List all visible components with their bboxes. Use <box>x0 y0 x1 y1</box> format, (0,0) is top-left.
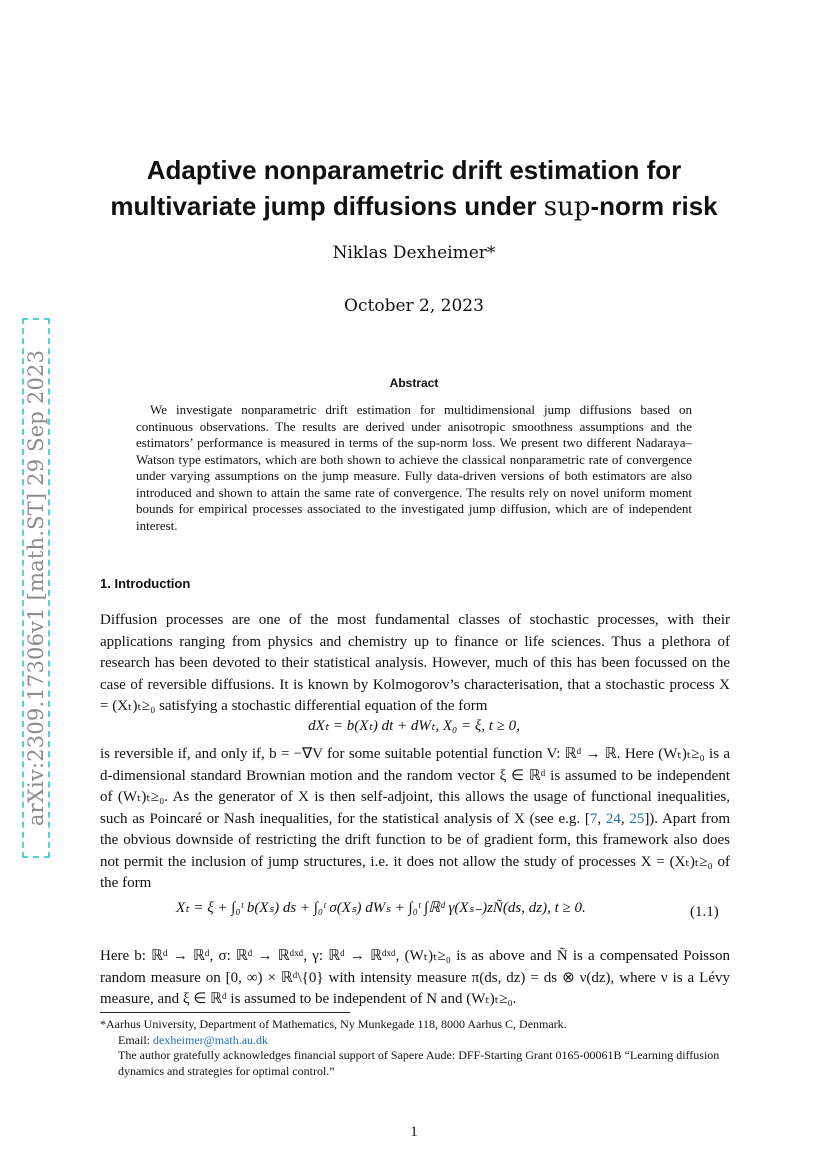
footnote-affiliation: *Aarhus University, Department of Mathematics, Ny Munkegade 118, 8000 Aarhus C, Denmark. <box>100 1017 567 1031</box>
footnote-email-line <box>100 1033 730 1049</box>
equation-jump-diffusion: Xₜ = ξ + ∫₀ᵗ b(Xₛ) ds + ∫₀ᵗ σ(Xₛ) dWₛ + ∫₀ᵗ ∫ℝᵈ γ(Xₛ₋)zÑ(ds, dz), t ≥ 0. <box>176 900 586 916</box>
arxiv-stamp <box>22 318 50 858</box>
title-line-2-post: -norm risk <box>590 191 718 221</box>
footnote-rule <box>100 1012 350 1013</box>
title-line-2-pre: multivariate jump diffusions under <box>110 191 544 221</box>
citation-link[interactable]: 25 <box>629 810 645 827</box>
paragraph-2-text-a: is reversible if, and only if, b = −∇V for some suitable potential function V: ℝᵈ → ℝ. Here (Wₜ)ₜ≥₀ is a d-dimensional standard Brownian motion and the random vector ξ ∈ ℝᵈ is assumed to be independent of (Wₜ)ₜ≥₀. As the generator of X is then self-adjoint, this allows the usage of functional inequalities, such as Poincaré or Nash inequalities, for the statistical analysis of X (see e.g. [ <box>100 746 730 827</box>
section-heading: 1. Introduction <box>100 576 191 591</box>
paragraph-2: is reversible if, and only if, b = −∇V for some suitable potential function V: ℝᵈ → ℝ. Here (Wₜ)ₜ≥₀ is a d-dimensional standard Brownian motion and the random vector ξ ∈ ℝᵈ is assumed to be independent of (Wₜ)ₜ≥₀. As the generator of X is then self-adjoint, this allows the usage of functional inequalities, such as Poincaré or Nash inequalities, for the statistical analysis of X (see e.g. [7, 24, 25]). Apart from the obvious downside of restricting the drift function to be of gradient form, this framework also does not permit the inclusion of jump structures, i.e. it does not allow the study of processes X = (Xₜ)ₜ≥₀ of the form <box>100 746 730 891</box>
citation-link[interactable]: 7 <box>589 810 598 827</box>
arxiv-identifier[interactable]: arXiv:2309.17306v1 [math.ST] 29 Sep 2023 <box>24 349 48 827</box>
email-link[interactable]: dexheimer@math.au.dk <box>153 1032 269 1047</box>
abstract-heading: Abstract <box>389 376 439 390</box>
equation-sde: dXₜ = b(Xₜ) dt + dWₜ, X₀ = ξ, t ≥ 0, <box>308 718 520 734</box>
footnote <box>100 1017 730 1079</box>
footnote-email-label: Email: <box>118 1032 153 1047</box>
title-line-1: Adaptive nonparametric drift estimation for <box>146 155 682 185</box>
paragraph-2-text-b: ]). Apart from the obvious downside of restricting the drift function to be of gradient form, this framework also does not permit the inclusion of jump structures, i.e. it does not allow the study of processes X = (Xₜ)ₜ≥₀ of the form <box>100 810 730 891</box>
paragraph-3: Here b: ℝᵈ → ℝᵈ, σ: ℝᵈ → ℝᵈˣᵈ, γ: ℝᵈ → ℝᵈˣᵈ, (Wₜ)ₜ≥₀ is as above and Ñ is a compensated Poisson random measure on [0, ∞) × ℝᵈ\{0} with intensity measure π(ds, dz) = ds ⊗ ν(dz), where ν is a Lévy measure, and ξ ∈ ℝᵈ is assumed to be independent of N and (Wₜ)ₜ≥₀. <box>100 948 730 1007</box>
title-sup: sup <box>543 192 591 222</box>
equation-number: (1.1) <box>690 904 719 920</box>
author: Niklas Dexheimer* <box>332 243 496 263</box>
abstract-text: We investigate nonparametric drift estimation for multidimensional jump diffusions based on continuous observations. The results are derived under anisotropic smoothness assumptions and the estimators’ performance is measured in terms of the sup-norm loss. We present two different Nadaraya–Watson type estimators, which are both shown to achieve the classical nonparametric rate of convergence under varying assumptions on the jump measure. Fully data-driven versions of both estimators are also introduced and shown to attain the same rate of convergence. The results rely on novel uniform moment bounds for empirical processes associated to the investigated jump diffusion, which are of independent interest. <box>136 402 692 533</box>
paper-title <box>80 152 748 225</box>
footnote-funding: The author gratefully acknowledges financial support of Sapere Aude: DFF-Starting Grant 0165-00061B “Learning diffusion dynamics and strategies for optimal control.” <box>118 1048 720 1078</box>
paragraph-1: Diffusion processes are one of the most fundamental classes of stochastic processes, with their applications ranging from physics and chemistry up to finance or life sciences. Thus a plethora of research has been devoted to their statistical analysis. However, much of this has been focussed on the case of reversible diffusions. It is known by Kolmogorov’s characterisation, that a stochastic process X = (Xₜ)ₜ≥₀ satisfying a stochastic differential equation of the form <box>100 612 730 714</box>
date: October 2, 2023 <box>344 296 484 316</box>
page-number: 1 <box>410 1124 418 1140</box>
citation-link[interactable]: 24 <box>605 810 621 827</box>
